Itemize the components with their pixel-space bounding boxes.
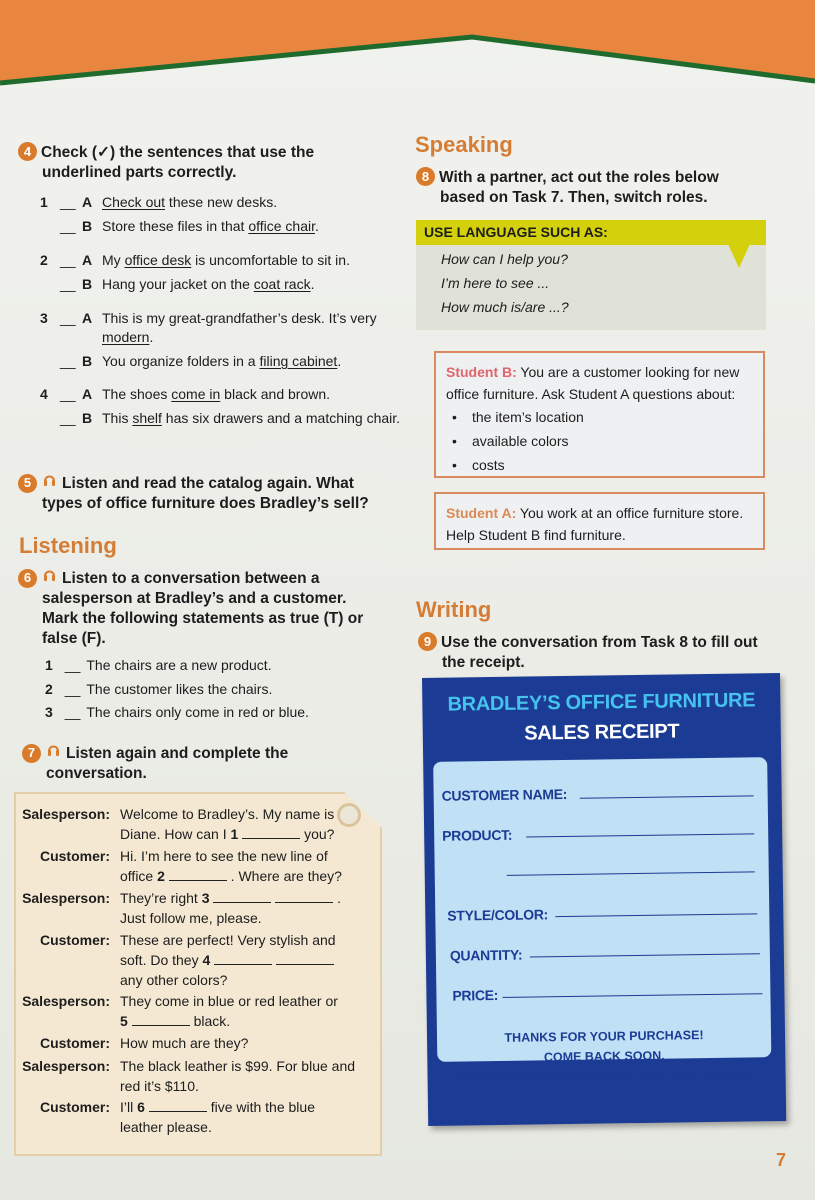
check-blank[interactable]: __ — [60, 252, 76, 268]
item-number: 1 — [40, 194, 48, 210]
sales-receipt — [422, 673, 786, 1126]
option-letter: B — [82, 218, 93, 234]
fill-blank[interactable] — [276, 951, 334, 965]
speaker-label: Customer: — [39, 1035, 110, 1051]
label-price: PRICE: — [452, 986, 499, 1004]
option-letter: A — [82, 252, 93, 268]
speaker-label: Salesperson: — [22, 993, 110, 1009]
fill-blank[interactable] — [149, 1098, 207, 1112]
option-letter: B — [82, 410, 93, 426]
section-title-listening: Listening — [19, 533, 117, 558]
check-blank[interactable]: __ — [60, 310, 76, 326]
speaker-label: Salesperson: — [22, 1058, 110, 1074]
check-blank[interactable]: __ — [60, 386, 76, 402]
dialogue-text: The black leather is $99. For blue and red it’s $110. — [120, 1058, 356, 1094]
phrase: How much is/are ...? — [441, 299, 569, 315]
task4-instruction: 4 Check (✓) the sentences that use the underlined parts correctly. — [18, 143, 398, 183]
task9-instruction: 9 Use the conversation from Task 8 to fill out the receipt. — [418, 633, 798, 673]
customer-name-line[interactable] — [580, 795, 754, 798]
product-line-2[interactable] — [507, 871, 755, 875]
option-letter: A — [82, 310, 93, 326]
label-customer-name: CUSTOMER NAME: — [441, 785, 568, 804]
tf-item: 2 __ The customer likes the chairs. — [45, 681, 273, 697]
task5-instruction: 5 Listen and read the catalog again. What types of office furniture does Bradley’s sell? — [18, 474, 408, 514]
dialogue-text: They’re right 3 . Just follow me, please. — [120, 890, 342, 926]
receipt-form — [433, 757, 771, 1065]
label-product: PRODUCT: — [442, 826, 513, 844]
quantity-line[interactable] — [530, 953, 760, 957]
language-header: USE LANGUAGE SUCH AS: — [416, 220, 766, 245]
fill-blank[interactable] — [275, 889, 333, 903]
receipt-title: SALES RECEIPT — [524, 720, 680, 745]
dialogue-text: Hi. I’m here to see the new line of office 2 . Where are they? — [120, 848, 342, 884]
option-text: The shoes come in black and brown. — [102, 386, 331, 402]
section-title-writing: Writing — [416, 597, 492, 622]
headphones-icon — [43, 568, 56, 588]
option-text: This is my great-grandfather’s desk. It’s very modern. — [102, 310, 377, 345]
check-blank[interactable]: __ — [60, 276, 76, 292]
label-quantity: QUANTITY: — [449, 946, 523, 964]
label-style-color: STYLE/COLOR: — [447, 906, 549, 924]
option-text: This shelf has six drawers and a matching chair. — [102, 410, 401, 426]
dialogue-text: I’ll 6 five with the blue leather please. — [120, 1099, 315, 1135]
task-number-badge: 7 — [22, 744, 41, 763]
task-number-badge: 5 — [18, 474, 37, 493]
fill-blank[interactable] — [213, 889, 271, 903]
student-a-card: Student A: You work at an office furniture store. Help Student B find furniture. — [434, 492, 765, 550]
fill-blank[interactable] — [242, 825, 300, 839]
bullet-item: • available colors — [446, 429, 753, 453]
tf-item: 3 __ The chairs only come in red or blue. — [45, 704, 309, 720]
option-text: My office desk is uncomfortable to sit in. — [102, 252, 350, 268]
task6-instruction: 6 Listen to a conversation between a salesperson at Bradley’s and a customer. Mark the following statements as true (T) or false (F). — [18, 569, 398, 649]
section-title-speaking: Speaking — [415, 132, 513, 157]
task8-instruction: 8 With a partner, act out the roles below based on Task 7. Then, switch roles. — [416, 168, 796, 208]
check-blank[interactable]: __ — [60, 353, 76, 369]
check-blank[interactable]: __ — [60, 410, 76, 426]
task-number-badge: 6 — [18, 569, 37, 588]
task7-instruction: 7 Listen again and complete the conversation. — [22, 744, 402, 784]
task-number-badge: 4 — [18, 142, 37, 161]
option-letter: A — [82, 386, 93, 402]
page-number: 7 — [776, 1150, 787, 1170]
bullet-item: • costs — [446, 453, 753, 477]
option-text: Store these files in that office chair. — [102, 218, 319, 234]
check-blank[interactable]: __ — [60, 218, 76, 234]
product-line[interactable] — [526, 833, 754, 837]
tf-item: 1 __ The chairs are a new product. — [45, 657, 272, 673]
speaker-label: Customer: — [39, 1099, 110, 1115]
price-line[interactable] — [502, 993, 762, 998]
phrase: How can I help you? — [441, 251, 568, 267]
option-text: Check out these new desks. — [102, 194, 278, 210]
option-letter: B — [82, 276, 93, 292]
option-letter: B — [82, 353, 93, 369]
dialogue-text: How much are they? — [120, 1035, 249, 1051]
speaker-label: Customer: — [39, 932, 110, 948]
item-number: 3 — [40, 310, 48, 326]
item-number: 4 — [40, 386, 48, 402]
student-b-card: Student B: You are a customer looking for new office furniture. Ask Student A questions about: • the item’s location • available colors • costs — [434, 351, 765, 478]
receipt-thanks: THANKS FOR YOUR PURCHASE! — [504, 1028, 704, 1045]
speech-tail — [728, 244, 750, 268]
option-text: Hang your jacket on the coat rack. — [102, 276, 315, 292]
speaker-label: Salesperson: — [22, 806, 110, 822]
option-letter: A — [82, 194, 93, 210]
fill-blank[interactable] — [132, 1012, 190, 1026]
dialogue-text: Welcome to Bradley’s. My name is Diane. How can I 1 you? — [120, 806, 335, 842]
headphones-icon — [47, 743, 60, 763]
fill-blank[interactable] — [169, 867, 227, 881]
bullet-item: • the item’s location — [446, 405, 753, 429]
dialogue-text: These are perfect! Very stylish and soft. Do they 4 any other colors? — [120, 932, 336, 988]
task-number-badge: 8 — [416, 167, 435, 186]
speaker-label: Customer: — [39, 848, 110, 864]
header-band — [0, 0, 815, 90]
style-color-line[interactable] — [555, 913, 757, 917]
phrase: I’m here to see ... — [441, 275, 550, 291]
option-text: You organize folders in a filing cabinet. — [102, 353, 342, 369]
check-blank[interactable]: __ — [60, 194, 76, 210]
receipt-store-name: BRADLEY’S OFFICE FURNITURE — [447, 689, 756, 716]
receipt-come-back: COME BACK SOON. — [543, 1048, 665, 1065]
speaker-label: Salesperson: — [22, 890, 110, 906]
headphones-icon — [43, 473, 56, 493]
item-number: 2 — [40, 252, 48, 268]
task-number-badge: 9 — [418, 632, 437, 651]
dialogue-text: They come in blue or red leather or 5 black. — [120, 993, 338, 1029]
fill-blank[interactable] — [214, 951, 272, 965]
